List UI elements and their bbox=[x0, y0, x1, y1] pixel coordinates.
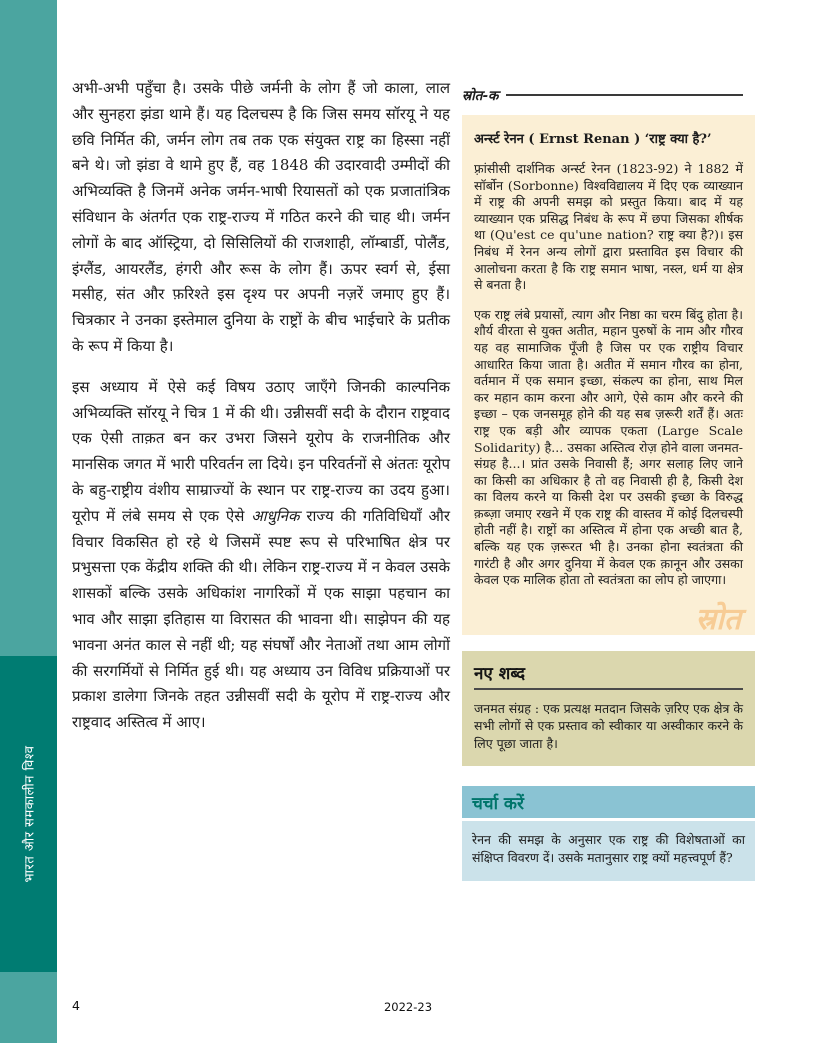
discuss-box bbox=[462, 786, 755, 881]
source-paragraph-2: एक राष्ट्र लंबे प्रयासों, त्याग और निष्ठा का चरम बिंदु होता है। शौर्य वीरता से युक्त अतीत, महान पुरुषों के नाम और गौरव यह वह सामाजिक पूँजी है जिस पर एक राष्ट्रीय विचार आधारित किया जाता है। अतीत में समान गौरव का होना, वर्तमान में एक समान इच्छा, संकल्प का होना, साथ मिल कर महान काम करना और आगे, ऐसे काम और करने की इच्छा – एक जनसमूह होने की यह सब ज़रूरी शर्तें हैं। अतः राष्ट्र एक बड़ी और व्यापक एकता (Large Scale Solidarity) है... उसका अस्तित्व रोज़ होने वाला जनमत-संग्रह है...। प्रांत उसके निवासी हैं; अगर सलाह लिए जाने का किसी का अधिकार है तो वह निवासी ही है, किसी देश का विलय करने या किसी देश पर उसकी इच्छा के विरुद्ध क़ब्ज़ा जमाए रखने में एक राष्ट्र की वास्तव में कोई दिलचस्पी होती नहीं है। राष्ट्रों का अस्तित्व में होना एक अच्छी बात है, बल्कि यह एक ज़रूरत भी है। उनका होना स्वतंत्रता की गारंटी है और अगर दुनिया में केवल एक क़ानून और उसका केवल एक मालिक होता तो स्वतंत्रता का लोप हो जाएगा। bbox=[474, 306, 743, 588]
body-paragraph-2 bbox=[72, 375, 450, 736]
body-paragraph-2-italic-word: आधुनिक bbox=[251, 506, 300, 525]
page-spine bbox=[0, 0, 57, 1043]
source-label-row bbox=[462, 86, 755, 104]
page-number: 4 bbox=[72, 998, 80, 1013]
body-paragraph-2-text-b: राज्य की गतिविधियाँ और विचार विकसित हो रहे थे जिसमें स्पष्ट रूप से परिभाषित क्षेत्र पर प्रभुसत्ता एक केंद्रीय शक्ति की थी। लेकिन राष्ट्र-राज्य में न केवल उसके शासकों बल्कि उसके अधिकांश नागरिकों में एक साझा पहचान का भाव और साझा इतिहास या विरासत की भावना थी। साझेपन की यह भावना अनंत काल से नहीं थी; यह संघर्षों और नेताओं तथा आम लोगों की सरगर्मियों से निर्मित हुई थी। यह अध्याय उन विविध प्रक्रियाओं पर प्रकाश डालेगा जिनके तहत उन्नीसवीं सदी के यूरोप में राष्ट्र-राज्य और राष्ट्रवाद अस्तित्व में आए। bbox=[72, 506, 450, 732]
source-heading-name: Ernst Renan bbox=[539, 132, 630, 147]
main-text-column bbox=[72, 76, 450, 751]
discuss-question: रेनन की समझ के अनुसार एक राष्ट्र की विशेषताओं का संक्षिप्त विवरण दें। उसके मतानुसार राष्ट्र क्यों महत्त्वपूर्ण हैं? bbox=[462, 821, 755, 881]
new-words-rule bbox=[474, 688, 743, 690]
discuss-title: चर्चा करें bbox=[472, 794, 524, 815]
source-label-rule bbox=[506, 94, 743, 96]
body-paragraph-1-text: अभी-अभी पहुँचा है। उसके पीछे जर्मनी के लोग हैं जो काला, लाल और सुनहरा झंडा थामे हैं। यह दिलचस्प है कि जिस समय सॉरयू ने यह छवि निर्मित की, जर्मन लोग तब तक एक संयुक्त राष्ट्र का हिस्सा नहीं बने थे। जो झंडा वे थामे हुए हैं, वह 1848 की उदारवादी उम्मीदों की अभिव्यक्ति है जिनमें अनेक जर्मन-भाषी रियासतों को एक प्रजातांत्रिक संविधान के अंतर्गत एक राष्ट्र-राज्य में गठित करने की चाह थी। जर्मन लोगों के बाद ऑस्ट्रिया, दो सिसिलियों की राजशाही, लॉम्बार्डी, पोलैंड, इंग्लैंड, आयरलैंड, हंगरी और रूस के लोग हैं। ऊपर स्वर्ग से, ईसा मसीह, संत और फ़रिश्ते इस दृश्य पर अपनी नज़रें जमाए हुए हैं। चित्रकार ने उनका इस्तेमाल दुनिया के राष्ट्रों के बीच भाईचारे के प्रतीक के रूप में किया है। bbox=[72, 79, 450, 355]
source-watermark: स्रोत bbox=[695, 602, 741, 638]
source-box bbox=[462, 115, 755, 638]
spine-band-top bbox=[0, 0, 57, 656]
source-heading-text-b: ) ‘राष्ट्र क्या है?’ bbox=[629, 132, 712, 147]
book-title-vertical bbox=[0, 656, 57, 972]
new-words-title: नए शब्द bbox=[474, 663, 526, 684]
discuss-header bbox=[462, 786, 755, 818]
source-label: स्रोत-क bbox=[462, 88, 499, 104]
edition-footer: 2022-23 bbox=[383, 1000, 433, 1014]
book-title-text: भारत और समकालीन विश्व bbox=[22, 745, 38, 883]
right-column bbox=[462, 86, 755, 881]
body-paragraph-1 bbox=[72, 76, 450, 360]
source-paragraph-1: फ़्रांसीसी दार्शनिक अर्न्स्ट रेनन (1823-92) ने 1882 में सॉर्बोन (Sorbonne) विश्वविद्यालय में दिए एक व्याख्यान में राष्ट्र की अपनी समझ को प्रस्तुत किया। बाद में यह व्याख्यान एक प्रसिद्ध निबंध के रूप में छपा जिसका शीर्षक था (Qu'est ce qu'une nation? राष्ट्र क्या है?)। इस निबंध में रेनन अन्य लोगों द्वारा प्रस्तावित इस विचार की आलोचना करता है कि राष्ट्र समान भाषा, नस्ल, धर्म या क्षेत्र से बनता है। bbox=[474, 161, 743, 293]
source-heading bbox=[474, 131, 743, 148]
source-heading-text-a: अर्न्स्ट रेनन ( bbox=[474, 132, 540, 147]
new-words-definition: जनमत संग्रह : एक प्रत्यक्ष मतदान जिसके ज़रिए एक क्षेत्र के सभी लोगों से एक प्रस्ताव को स्वीकार या अस्वीकार करने के लिए पूछा जाता है। bbox=[474, 700, 743, 751]
body-paragraph-2-text-a: इस अध्याय में ऐसे कई विषय उठाए जाएँगे जिनकी काल्पनिक अभिव्यक्ति सॉरयू ने चित्र 1 में की थी। उन्नीसवीं सदी के दौरान राष्ट्रवाद एक ऐसी ताक़त बन कर उभरा जिसने यूरोप के राजनीतिक और मानसिक जगत में भारी परिवर्तन ला दिये। इन परिवर्तनों से अंततः यूरोप के बहु-राष्ट्रीय वंशीय साम्राज्यों के स्थान पर राष्ट्र-राज्य का उदय हुआ। यूरोप में लंबे समय से एक ऐसे bbox=[72, 377, 450, 525]
new-words-box bbox=[462, 651, 755, 767]
